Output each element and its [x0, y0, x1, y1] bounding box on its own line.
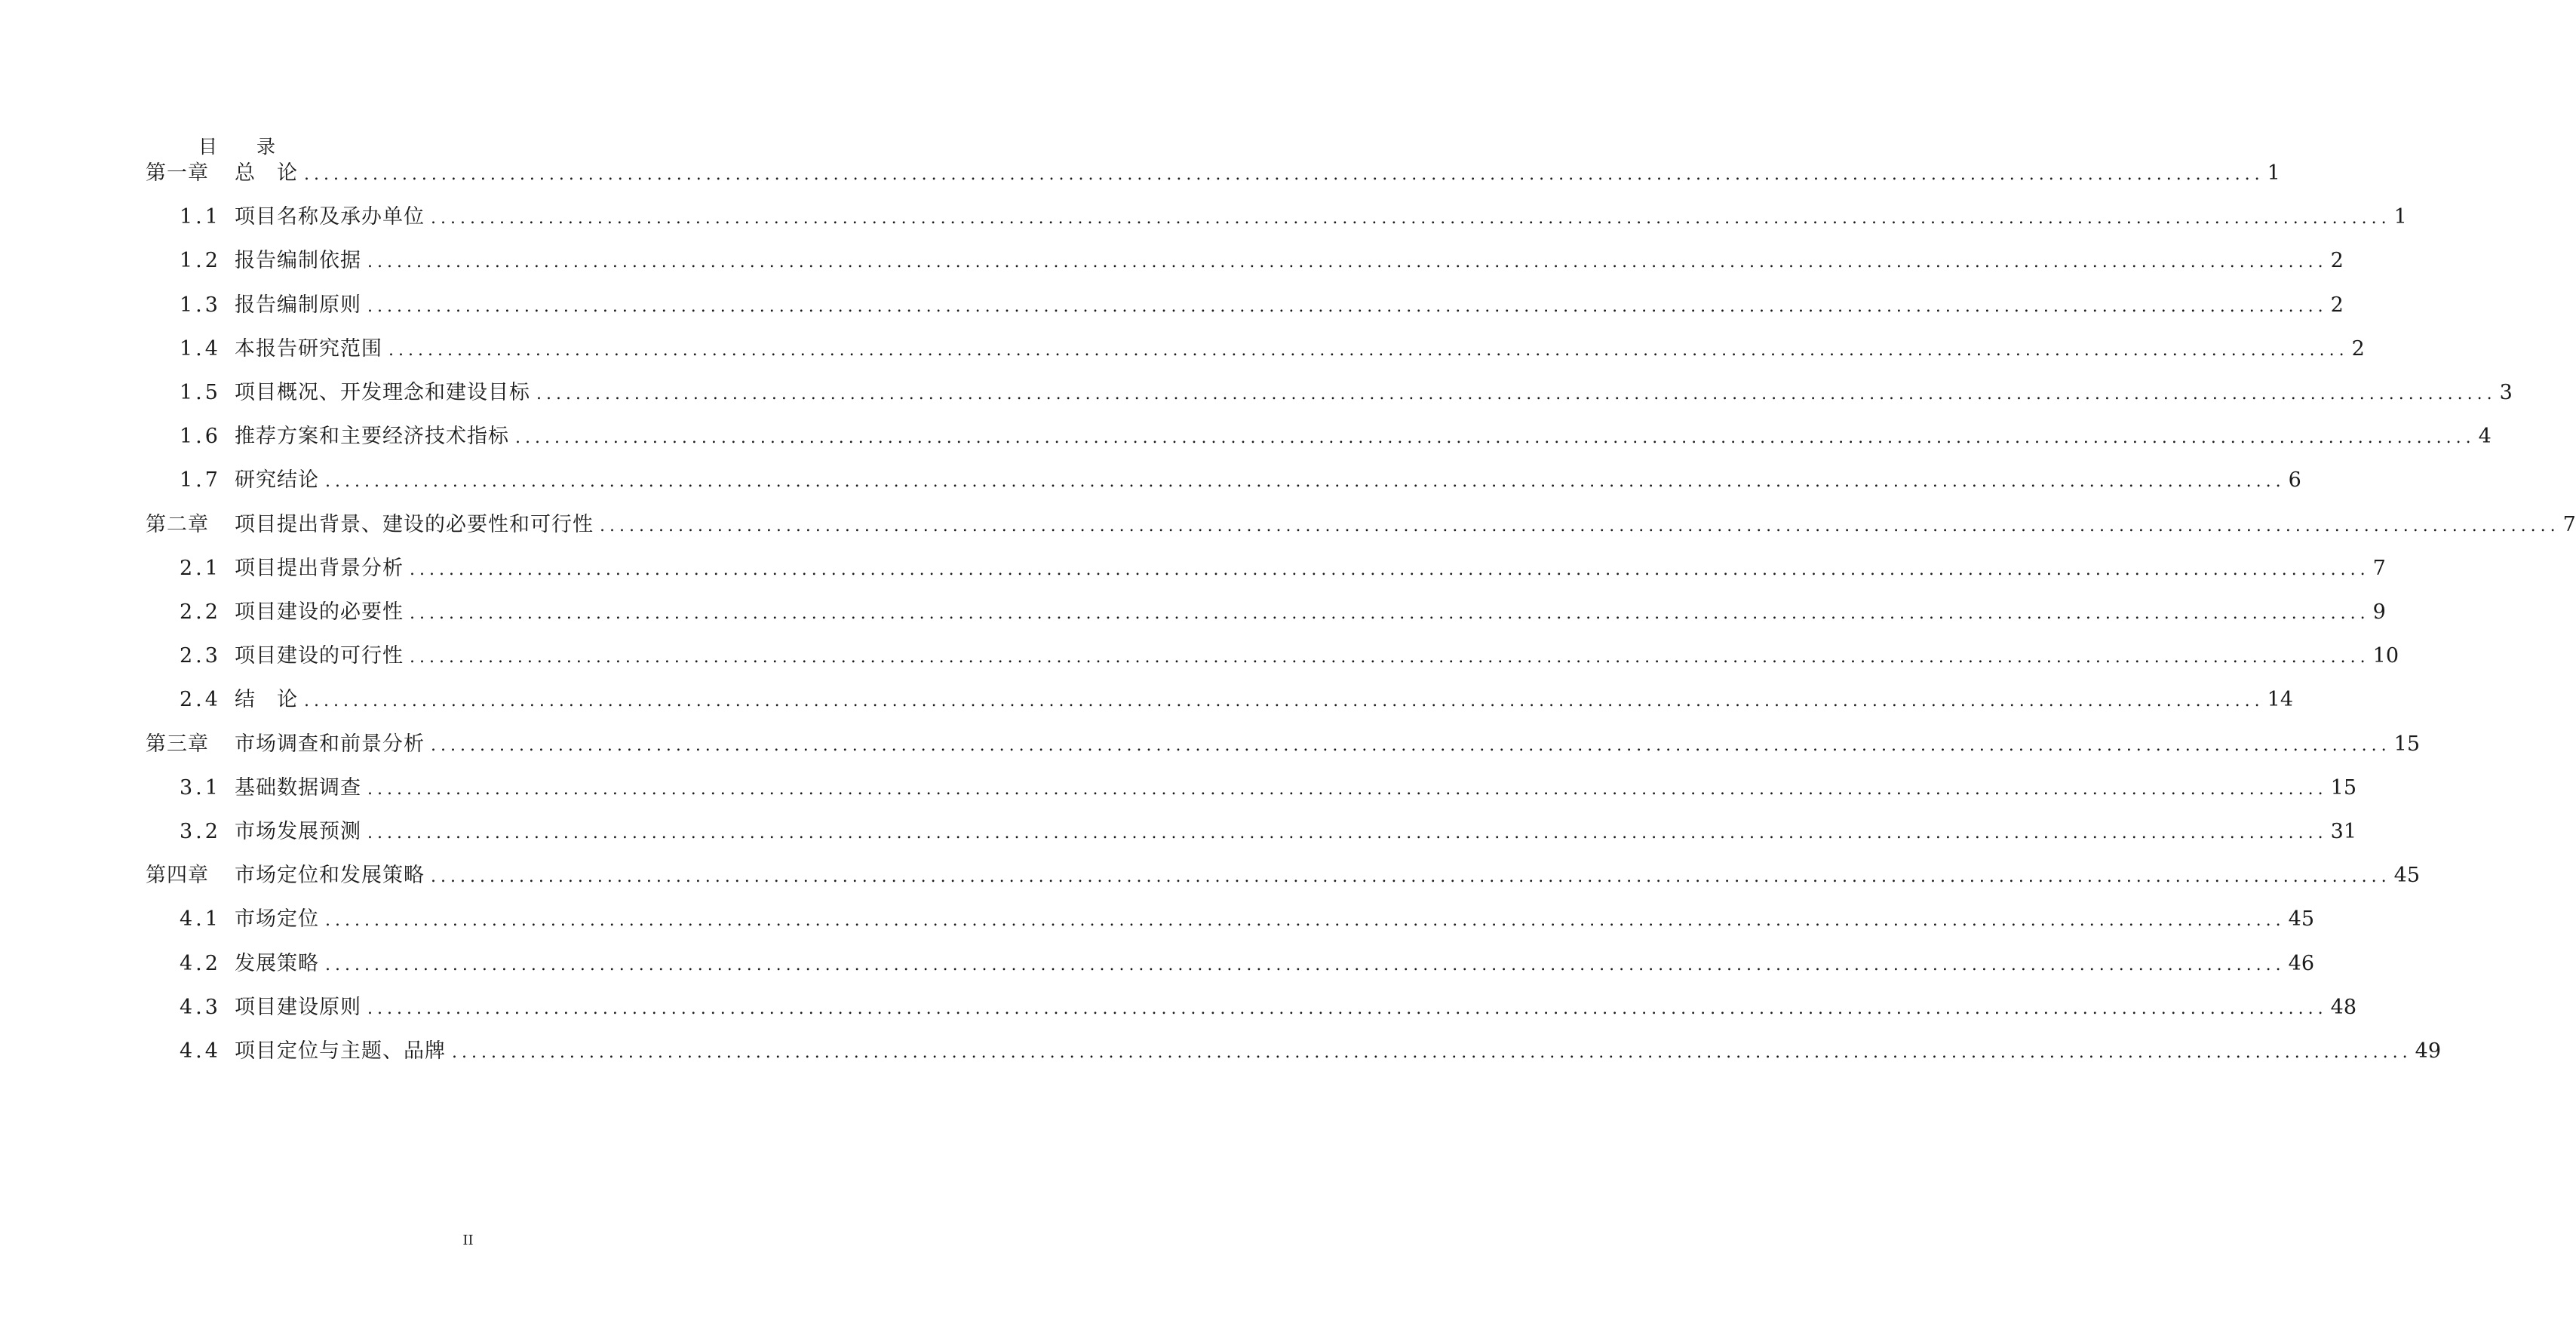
- toc-page-number: 7: [2372, 556, 2386, 580]
- toc-entry-number: 4.4: [180, 1039, 221, 1063]
- toc-entry-line: [235, 1036, 2441, 1068]
- toc-entry-title: 本报告研究范围: [235, 336, 382, 361]
- toc-entry-title: 推荐方案和主要经济技术指标: [235, 425, 509, 449]
- page-number: II: [462, 1232, 474, 1248]
- toc-entry-number: 1.2: [180, 249, 221, 273]
- toc-entry-title: 项目名称及承办单位: [235, 205, 425, 229]
- toc-dot-leader: ........................................................................................................................................................................................................: [410, 560, 2370, 579]
- toc-page-number: 48: [2330, 995, 2356, 1019]
- toc-chapter-entry: [0, 510, 2576, 540]
- toc-section-entry: [0, 817, 2356, 847]
- toc-entry-title: 项目建设的必要性: [235, 600, 404, 624]
- toc-entry-title: 项目建设原则: [235, 995, 361, 1019]
- toc-section-entry: [0, 949, 2314, 979]
- toc-entry-line: [235, 904, 2314, 936]
- toc-entry-number: 1.4: [180, 336, 221, 361]
- toc-title: 目 录: [198, 136, 292, 158]
- toc-dot-leader: ........................................................................................................................................................................................................: [431, 209, 2391, 229]
- toc-page-number: 14: [2267, 688, 2293, 712]
- toc-chapter-entry: [0, 861, 2420, 891]
- toc-page-number: 49: [2415, 1039, 2441, 1063]
- toc-section-entry: [0, 246, 2344, 276]
- toc-section-entry: [0, 1036, 2441, 1067]
- toc-entry-line: [235, 554, 2386, 585]
- toc-page-number: 1: [2393, 205, 2407, 229]
- toc-entry-number: 2.1: [180, 556, 221, 580]
- toc-dot-leader: ........................................................................................................................................................................................................: [515, 428, 2476, 448]
- toc-section-entry: [0, 290, 2344, 321]
- toc-section-entry: [0, 378, 2513, 408]
- toc-section-entry: [0, 465, 2301, 496]
- toc-page-number: 6: [2288, 468, 2301, 493]
- toc-dot-leader: ........................................................................................................................................................................................................: [388, 340, 2349, 360]
- toc-section-entry: [0, 554, 2386, 584]
- toc-chapter-entry: [0, 158, 2280, 189]
- toc-page-number: 15: [2330, 775, 2356, 800]
- toc-entry-number: 2.2: [180, 600, 221, 624]
- toc-entry-line: [235, 861, 2420, 892]
- toc-dot-leader: ........................................................................................................................................................................................................: [325, 472, 2286, 492]
- toc-dot-leader: ........................................................................................................................................................................................................: [325, 911, 2286, 931]
- toc-entry-number: 1.3: [180, 293, 221, 317]
- toc-entry-title: 报告编制依据: [235, 249, 361, 273]
- toc-entry-number: 1.7: [180, 468, 221, 493]
- toc-entry-number: 第四章: [146, 864, 209, 888]
- toc-entry-line: [235, 246, 2344, 278]
- toc-page-number: 45: [2288, 907, 2314, 932]
- toc-entry-line: [235, 993, 2356, 1024]
- toc-entry-number: 3.1: [180, 775, 221, 800]
- toc-entry-line: [235, 773, 2356, 805]
- toc-section-entry: [0, 641, 2399, 671]
- toc-entry-title: 市场定位: [235, 907, 319, 932]
- toc-entry-title: 项目概况、开发理念和建设目标: [235, 381, 530, 404]
- toc-entry-line: [235, 597, 2386, 629]
- toc-entry-title: 市场调查和前景分析: [235, 732, 425, 756]
- toc-entry-line: [235, 949, 2314, 981]
- toc-dot-leader: ........................................................................................................................................................................................................: [367, 779, 2328, 799]
- toc-entry-line: [235, 158, 2280, 190]
- toc-dot-leader: ........................................................................................................................................................................................................: [410, 648, 2370, 668]
- toc-page-number: 46: [2288, 951, 2314, 975]
- toc-entry-title: 基础数据调查: [235, 775, 361, 800]
- toc-entry-line: [235, 422, 2492, 453]
- toc-section-entry: [0, 773, 2356, 803]
- toc-entry-number: 2.4: [180, 688, 221, 712]
- toc-entry-title: 发展策略: [235, 951, 319, 975]
- toc-entry-title: 报告编制原则: [235, 293, 361, 317]
- toc-entry-number: 4.1: [180, 907, 221, 932]
- toc-chapter-entry: [0, 729, 2420, 760]
- toc-dot-leader: ........................................................................................................................................................................................................: [304, 692, 2264, 711]
- toc-entry-number: 3.2: [180, 820, 221, 843]
- toc-entry-line: [235, 729, 2420, 761]
- toc-dot-leader: ........................................................................................................................................................................................................: [367, 824, 2328, 843]
- toc-dot-leader: ........................................................................................................................................................................................................: [367, 999, 2328, 1018]
- toc-page-number: 9: [2372, 600, 2386, 624]
- toc-entry-line: [235, 465, 2301, 497]
- toc-entry-line: [235, 817, 2356, 849]
- toc-entry-line: [235, 334, 2365, 366]
- toc-entry-number: 4.3: [180, 995, 221, 1019]
- toc-entry-line: [235, 510, 2576, 542]
- toc-dot-leader: ........................................................................................................................................................................................................: [367, 253, 2328, 272]
- toc-dot-leader: ........................................................................................................................................................................................................: [431, 867, 2391, 887]
- toc-entry-line: [235, 202, 2407, 234]
- toc-entry-title: 项目提出背景分析: [235, 556, 404, 580]
- toc-dot-leader: ........................................................................................................................................................................................................: [536, 385, 2497, 404]
- toc-entry-line: [235, 641, 2399, 673]
- toc-entry-title: 项目定位与主题、品牌: [235, 1039, 446, 1063]
- toc-dot-leader: ........................................................................................................................................................................................................: [367, 296, 2328, 316]
- toc-entry-title: 结 论: [235, 688, 298, 712]
- toc-entry-title: 项目提出背景、建设的必要性和可行性: [235, 512, 594, 536]
- toc-entry-line: [235, 685, 2293, 717]
- toc-dot-leader: ........................................................................................................................................................................................................: [600, 516, 2560, 536]
- toc-entry-number: 1.5: [180, 381, 221, 404]
- toc-entry-title: 研究结论: [235, 468, 319, 493]
- toc-entry-number: 2.3: [180, 644, 221, 668]
- toc-dot-leader: ........................................................................................................................................................................................................: [410, 604, 2370, 623]
- toc-section-entry: [0, 685, 2293, 715]
- toc-section-entry: [0, 993, 2356, 1023]
- toc-entry-line: [235, 290, 2344, 322]
- toc-dot-leader: ........................................................................................................................................................................................................: [452, 1043, 2412, 1062]
- toc-page-number: 15: [2393, 732, 2420, 756]
- toc-dot-leader: ........................................................................................................................................................................................................: [325, 955, 2286, 975]
- toc-entry-title: 市场发展预测: [235, 820, 361, 843]
- toc-page-number: 45: [2393, 864, 2420, 888]
- toc-dot-leader: ........................................................................................................................................................................................................: [304, 165, 2264, 184]
- toc-entry-number: 第一章: [146, 161, 209, 185]
- toc-entry-number: 4.2: [180, 951, 221, 975]
- toc-page-number: 2: [2351, 336, 2365, 361]
- toc-entry-number: 第二章: [146, 512, 209, 536]
- toc-entry-number: 1.1: [180, 205, 221, 229]
- toc-section-entry: [0, 597, 2386, 628]
- toc-page-number: 4: [2478, 425, 2492, 449]
- toc-page-number: 7: [2562, 512, 2576, 536]
- toc-page-number: 2: [2330, 249, 2344, 273]
- toc-entry-line: [235, 378, 2513, 410]
- toc-section-entry: [0, 422, 2492, 452]
- toc-section-entry: [0, 334, 2365, 364]
- toc-section-entry: [0, 202, 2407, 232]
- toc-page-number: 2: [2330, 293, 2344, 317]
- toc-entry-title: 市场定位和发展策略: [235, 864, 425, 888]
- toc-section-entry: [0, 904, 2314, 935]
- toc-dot-leader: ........................................................................................................................................................................................................: [431, 735, 2391, 755]
- toc-page-number: 3: [2499, 381, 2513, 404]
- toc-page-number: 31: [2330, 820, 2356, 843]
- toc-page-number: 10: [2372, 644, 2399, 668]
- toc-entry-number: 1.6: [180, 425, 221, 449]
- toc-entry-title: 总 论: [235, 161, 298, 185]
- toc-entry-title: 项目建设的可行性: [235, 644, 404, 668]
- toc-entry-number: 第三章: [146, 732, 209, 756]
- toc-page-number: 1: [2267, 161, 2280, 185]
